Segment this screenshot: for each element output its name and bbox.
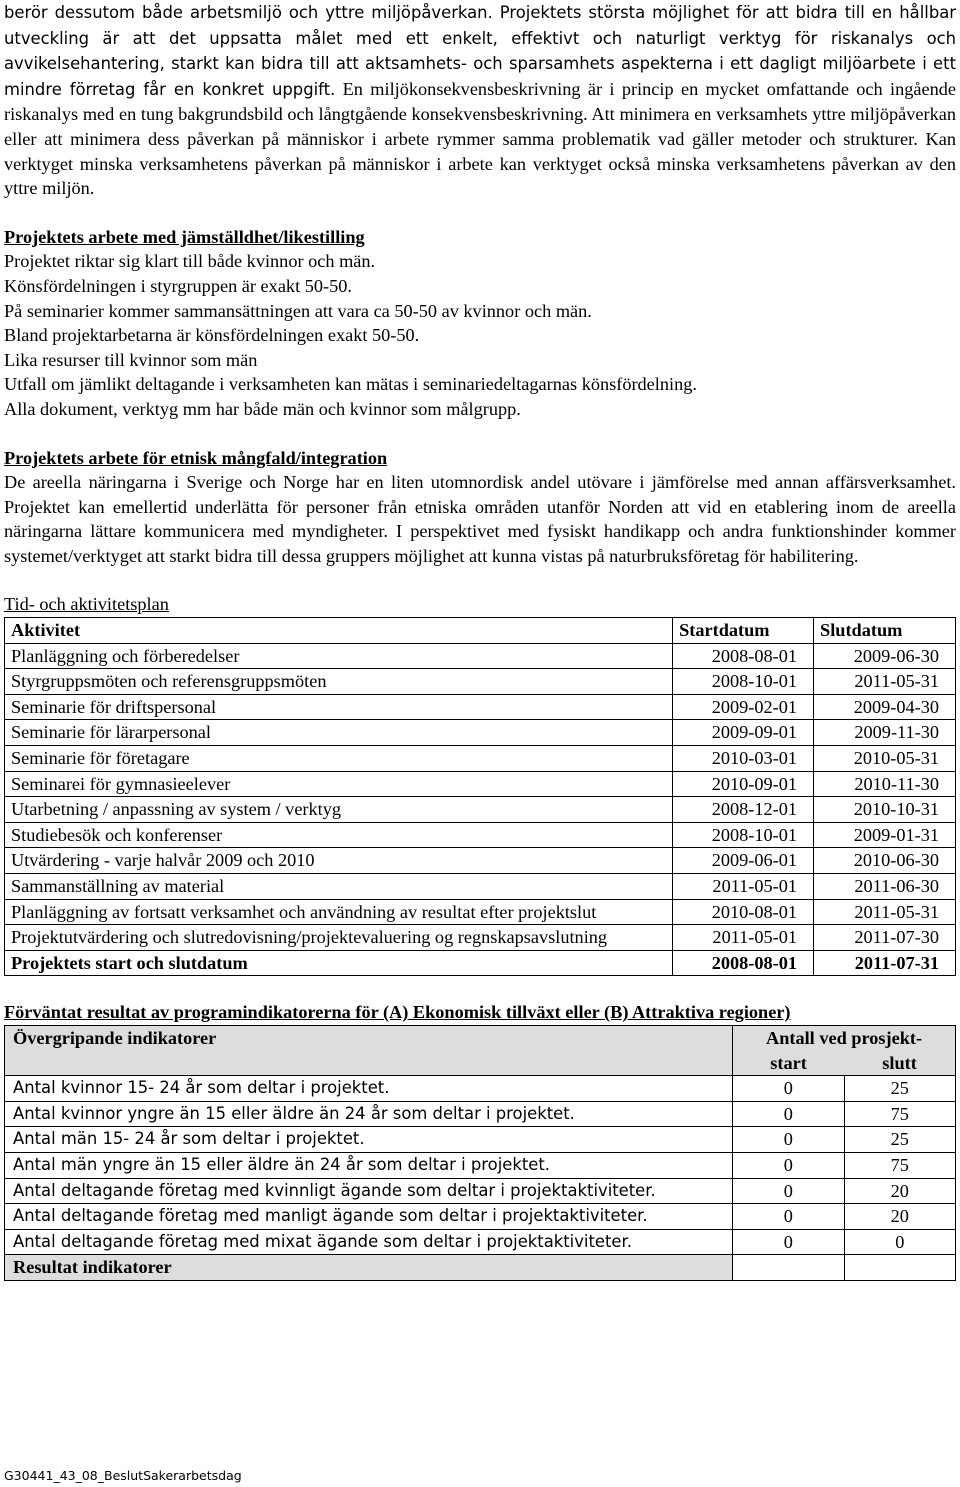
table-header-row <box>5 618 956 644</box>
table-row <box>5 1229 956 1255</box>
start-date-cell: 2008-12-01 <box>673 797 814 823</box>
gender-lines <box>4 249 956 421</box>
activity-cell: Utvärdering - varje halvår 2009 och 2010 <box>5 848 673 874</box>
result-indicators-label: Resultat indikatorer <box>5 1255 733 1281</box>
table-row <box>5 1101 956 1127</box>
indicator-end-cell: 0 <box>844 1229 955 1255</box>
end-date-cell: 2010-11-30 <box>814 771 956 797</box>
activity-cell: Sammanställning av material <box>5 874 673 900</box>
table-row <box>5 720 956 746</box>
ethnic-paragraph: De areella näringarna i Sverige och Norge har en liten utomnordisk andel utövare i jämförelse med annan affärsverksamhet. Projektet kan emellertid underlätta för personer från etniska områden utanför Norden att vid en etablering inom de areella näringarna lättare kommunicera med myndigheter. I perspektivet med fysiskt handikapp och andra funktionshinder kommer systemet/verktyget att starkt bidra till dessa gruppers möjlighet att kunna vistas på naturbruksföretag för habilitering. <box>4 472 956 566</box>
table-row <box>5 925 956 951</box>
start-date-cell: 2008-10-01 <box>673 822 814 848</box>
plan-title: Tid- och aktivitetsplan <box>4 594 169 615</box>
document-page <box>4 0 956 1281</box>
table-row <box>5 1178 956 1204</box>
start-date-cell: 2011-05-01 <box>673 874 814 900</box>
indicators-header-row <box>5 1025 956 1050</box>
indicator-start-cell: 0 <box>733 1127 844 1153</box>
indicator-end-cell: 25 <box>844 1127 955 1153</box>
activity-cell: Planläggning av fortsatt verksamhet och användning av resultat efter projektslut <box>5 899 673 925</box>
indicator-end-cell: 75 <box>844 1152 955 1178</box>
indicator-label-cell: Antal deltagande företag med mixat ägande som deltar i projektaktiviteter. <box>5 1229 733 1255</box>
activity-plan-table <box>4 617 956 976</box>
indicators-header-end: slutt <box>844 1051 955 1076</box>
start-date-cell: 2010-03-01 <box>673 746 814 772</box>
start-date-cell: 2009-02-01 <box>673 694 814 720</box>
activity-cell: Seminarie för driftspersonal <box>5 694 673 720</box>
total-end: 2011-07-31 <box>814 950 956 976</box>
table-row <box>5 746 956 772</box>
table-row <box>5 669 956 695</box>
table-row <box>5 1152 956 1178</box>
end-date-cell: 2009-06-30 <box>814 643 956 669</box>
activity-cell: Styrgruppsmöten och referensgruppsmöten <box>5 669 673 695</box>
activity-cell: Seminarei för gymnasieelever <box>5 771 673 797</box>
indicators-header-label: Övergripande indikatorer <box>5 1025 733 1075</box>
end-date-cell: 2011-06-30 <box>814 874 956 900</box>
result-indicators-end <box>844 1255 955 1281</box>
table-row <box>5 797 956 823</box>
indicator-label-cell: Antal män 15- 24 år som deltar i projektet. <box>5 1127 733 1153</box>
start-date-cell: 2008-08-01 <box>673 643 814 669</box>
gender-heading: Projektets arbete med jämställdhet/likestilling <box>4 226 365 247</box>
activity-cell: Seminarie för företagare <box>5 746 673 772</box>
indicator-start-cell: 0 <box>733 1204 844 1230</box>
end-date-cell: 2009-04-30 <box>814 694 956 720</box>
indicator-end-cell: 75 <box>844 1101 955 1127</box>
ethnic-heading: Projektets arbete för etnisk mångfald/integration <box>4 447 388 468</box>
intro-paragraph <box>4 0 956 201</box>
start-date-cell: 2008-10-01 <box>673 669 814 695</box>
table-row <box>5 1127 956 1153</box>
indicator-end-cell: 20 <box>844 1178 955 1204</box>
activity-cell: Planläggning och förberedelser <box>5 643 673 669</box>
end-date-cell: 2011-07-30 <box>814 925 956 951</box>
indicator-label-cell: Antal deltagande företag med kvinnligt ägande som deltar i projektaktiviteter. <box>5 1178 733 1204</box>
table-row <box>5 694 956 720</box>
end-date-cell: 2009-01-31 <box>814 822 956 848</box>
result-indicators-row <box>5 1255 956 1281</box>
activity-cell: Seminarie för lärarpersonal <box>5 720 673 746</box>
table-row <box>5 1076 956 1102</box>
table-row <box>5 874 956 900</box>
start-date-cell: 2010-09-01 <box>673 771 814 797</box>
gender-line: På seminarier kommer sammansättningen att vara ca 50-50 av kvinnor och män. <box>4 300 592 321</box>
start-date-cell: 2010-08-01 <box>673 899 814 925</box>
end-date-cell: 2010-06-30 <box>814 848 956 874</box>
document-footer: G30441_43_08_BeslutSakerarbetsdag <box>4 1468 242 1483</box>
indicator-label-cell: Antal män yngre än 15 eller äldre än 24 år som deltar i projektet. <box>5 1152 733 1178</box>
gender-line: Alla dokument, verktyg mm har både män och kvinnor som målgrupp. <box>4 398 521 419</box>
end-date-cell: 2011-05-31 <box>814 899 956 925</box>
end-date-cell: 2010-05-31 <box>814 746 956 772</box>
end-date-cell: 2009-11-30 <box>814 720 956 746</box>
intro-part-3: En miljökonsekvensbeskrivning är i princip en mycket omfattande och ingående riskanalys med en tung bakgrundsbild och långtgående konsekvensbeskrivning. Att minimera en verksamhets yttre miljöpåverkan eller att minimera dess påverkan på människor i arbete rymmer samma problematik vad gäller metoder och strukturer. Kan verktyget minska verksamhetens påverkan på människor i arbete kan verktyget också minska verksamhetens påverkan av den yttre miljön. <box>4 78 956 199</box>
intro-part-1: berör dessutom både arbetsmiljö och yttre miljöpåverkan. <box>4 3 500 22</box>
indicators-title: Förväntat resultat av programindikatorerna för (A) Ekonomisk tillväxt eller (B) Attraktiva regioner) <box>4 1002 791 1023</box>
indicators-header-start: start <box>733 1051 844 1076</box>
table-row <box>5 1204 956 1230</box>
indicator-end-cell: 25 <box>844 1076 955 1102</box>
indicator-start-cell: 0 <box>733 1076 844 1102</box>
table-row <box>5 848 956 874</box>
activity-cell: Utarbetning / anpassning av system / verktyg <box>5 797 673 823</box>
intro-part-2: Projektets största möjlighet för att bidra till en hållbar utveckling är att det uppsatta målet med ett enkelt, effektivt och naturligt verktyg för riskanalys och avvikelsehantering, starkt kan bidra till att aktsamhets- och sparsamhets aspekterna i ett dagligt miljöarbete i ett mindre förretag får en konkret uppgift. <box>4 3 957 99</box>
activity-cell: Studiebesök och konferenser <box>5 822 673 848</box>
indicators-header-count: Antall ved prosjekt- <box>733 1025 956 1050</box>
result-indicators-start <box>733 1255 844 1281</box>
header-start: Startdatum <box>673 618 814 644</box>
indicator-label-cell: Antal kvinnor yngre än 15 eller äldre än 24 år som deltar i projektet. <box>5 1101 733 1127</box>
end-date-cell: 2011-05-31 <box>814 669 956 695</box>
gender-line: Projektet riktar sig klart till både kvinnor och män. <box>4 251 376 272</box>
activity-cell: Projektutvärdering och slutredovisning/projektevaluering og regnskapsavslutning <box>5 925 673 951</box>
end-date-cell: 2010-10-31 <box>814 797 956 823</box>
table-row <box>5 643 956 669</box>
indicator-end-cell: 20 <box>844 1204 955 1230</box>
indicator-label-cell: Antal deltagande företag med manligt ägande som deltar i projektaktiviteter. <box>5 1204 733 1230</box>
gender-line: Utfall om jämlikt deltagande i verksamheten kan mätas i seminariedeltagarnas könsfördelning. <box>4 374 697 395</box>
indicator-start-cell: 0 <box>733 1178 844 1204</box>
start-date-cell: 2009-06-01 <box>673 848 814 874</box>
table-row <box>5 899 956 925</box>
header-activity: Aktivitet <box>5 618 673 644</box>
total-label: Projektets start och slutdatum <box>5 950 673 976</box>
indicator-start-cell: 0 <box>733 1152 844 1178</box>
gender-line: Bland projektarbetarna är könsfördelningen exakt 50-50. <box>4 325 420 346</box>
header-end: Slutdatum <box>814 618 956 644</box>
gender-line: Lika resurser till kvinnor som män <box>4 349 258 370</box>
indicator-label-cell: Antal kvinnor 15- 24 år som deltar i projektet. <box>5 1076 733 1102</box>
table-row <box>5 822 956 848</box>
total-start: 2008-08-01 <box>673 950 814 976</box>
start-date-cell: 2009-09-01 <box>673 720 814 746</box>
gender-line: Könsfördelningen i styrgruppen är exakt 50-50. <box>4 275 352 296</box>
indicator-start-cell: 0 <box>733 1101 844 1127</box>
start-date-cell: 2011-05-01 <box>673 925 814 951</box>
indicator-start-cell: 0 <box>733 1229 844 1255</box>
indicators-table <box>4 1025 956 1281</box>
table-total-row <box>5 950 956 976</box>
table-row <box>5 771 956 797</box>
